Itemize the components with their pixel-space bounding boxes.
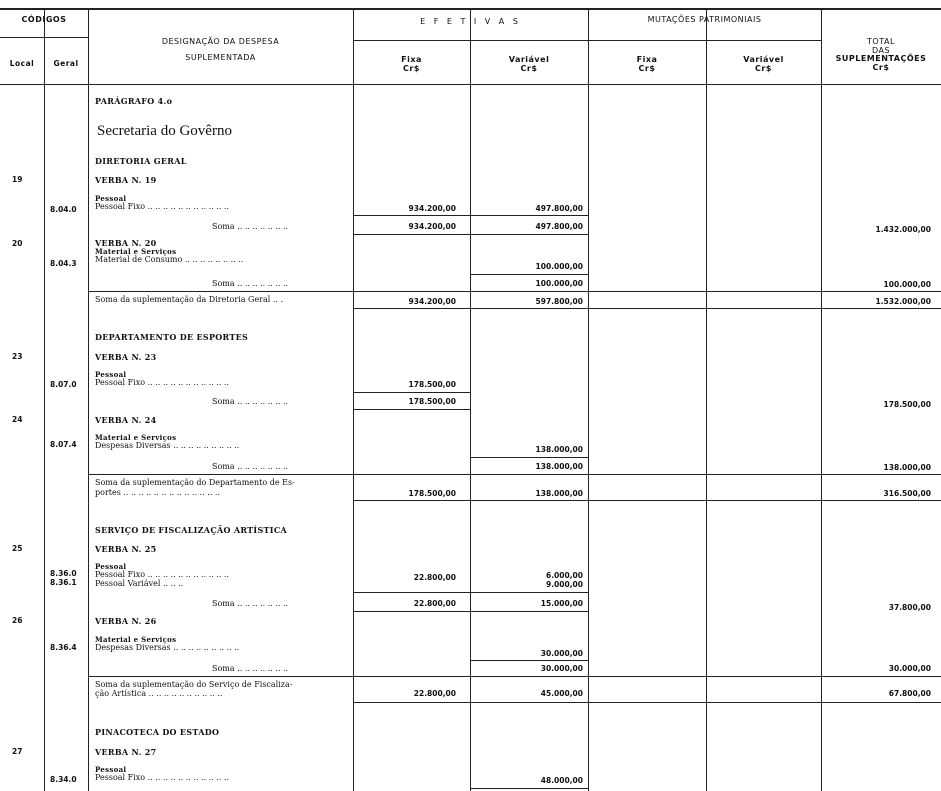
header-fixa: Fixa Cr$: [401, 55, 422, 73]
geral-code: 8.36.4: [50, 643, 77, 652]
verba-label: VERBA N. 19: [95, 175, 157, 185]
soma-label: Soma .. .. .. .. .. .. ..: [212, 599, 289, 608]
line-item: Pessoal Fixo .. .. .. .. .. .. .. .. .. .. ..: [95, 378, 230, 387]
sum-line: [353, 392, 470, 393]
secretaria-title: Secretaria do Govêrno: [97, 123, 232, 139]
header-total-2: DAS: [871, 46, 891, 55]
sum-line: [353, 234, 588, 235]
sum-line: [470, 660, 588, 661]
section-servico-fiscalizacao: SERVIÇO DE FISCALIZAÇÃO ARTÍSTICA: [95, 525, 288, 535]
value-fixa: 934.200,00: [408, 204, 456, 213]
verba-label: VERBA N. 27: [95, 747, 157, 757]
header-mutacoes: MUTAÇÕES PATRIMONIAIS: [647, 15, 762, 24]
value-fixa: 178.500,00: [408, 397, 456, 406]
geral-code: 8.34.0: [50, 775, 77, 784]
local-code: 24: [12, 415, 23, 424]
value-variavel: 30.000,00: [540, 664, 583, 673]
value-total: 30.000,00: [888, 664, 931, 673]
value-fixa: 934.200,00: [408, 222, 456, 231]
group-label: Material e Serviços: [95, 433, 177, 442]
verba-label: VERBA N. 25: [95, 544, 157, 554]
value-fixa: 22.800,00: [413, 689, 456, 698]
sum-line: [353, 500, 941, 501]
sum-line: [88, 474, 941, 475]
value-total: 316.500,00: [883, 489, 931, 498]
section-pinacoteca: PINACOTECA DO ESTADO: [95, 727, 220, 737]
group-label: Material e Serviços: [95, 635, 177, 644]
local-code: 26: [12, 616, 23, 625]
value-fixa: 22.800,00: [413, 573, 456, 582]
value-variavel: 100.000,00: [535, 279, 583, 288]
subtotal-label: Soma da suplementação do Departamento de Es-: [95, 478, 295, 487]
value-variavel: 138.000,00: [535, 445, 583, 454]
value-fixa: 22.800,00: [413, 599, 456, 608]
geral-code: 8.36.0: [50, 569, 77, 578]
subtotal-label: portes .. .. .. .. .. .. .. .. .. .. .. .. ..: [95, 488, 220, 497]
header-designacao-line2: SUPLEMENTADA: [185, 53, 256, 62]
verba-label: VERBA N. 20: [95, 238, 157, 248]
sum-line: [353, 611, 588, 612]
sum-line: [470, 788, 588, 789]
value-total: 100.000,00: [883, 280, 931, 289]
header-codigos-line: [0, 37, 88, 38]
value-total: 1.532.000,00: [875, 297, 931, 306]
value-fixa: 178.500,00: [408, 489, 456, 498]
value-variavel: 497.800,00: [535, 222, 583, 231]
sum-line: [88, 676, 941, 677]
line-item: Pessoal Variável .. .. ..: [95, 579, 184, 588]
sum-line: [470, 457, 588, 458]
geral-code: 8.04.3: [50, 259, 77, 268]
value-variavel: 9.000,00: [545, 580, 583, 589]
col-line-mut-fixa: [706, 8, 707, 791]
header-local: Local: [9, 59, 35, 68]
header-group-line: [353, 40, 821, 41]
line-item: Despesas Diversas .. .. .. .. .. .. .. .. ..: [95, 643, 240, 652]
soma-label: Soma .. .. .. .. .. .. ..: [212, 664, 289, 673]
value-fixa: 178.500,00: [408, 380, 456, 389]
header-mut-variavel: Variável Cr$: [743, 55, 784, 73]
header-efetivas: E F E T I V A S: [420, 17, 521, 26]
section-diretoria-geral: DIRETORIA GERAL: [95, 156, 187, 166]
verba-label: VERBA N. 23: [95, 352, 157, 362]
line-item: Material de Consumo .. .. .. .. .. .. .. ..: [95, 255, 244, 264]
verba-label: VERBA N. 24: [95, 415, 157, 425]
geral-code: 8.07.4: [50, 440, 77, 449]
value-variavel: 30.000,00: [540, 649, 583, 658]
local-code: 23: [12, 352, 23, 361]
header-bottom-line: [0, 84, 941, 85]
value-variavel: 48.000,00: [540, 776, 583, 785]
subtotal-label: ção Artística .. .. .. .. .. .. .. .. .. ..: [95, 689, 223, 698]
value-variavel: 138.000,00: [535, 462, 583, 471]
header-top-line: [0, 8, 941, 10]
value-variavel: 597.800,00: [535, 297, 583, 306]
geral-code: 8.04.0: [50, 205, 77, 214]
value-total: 37.800,00: [888, 603, 931, 612]
group-label: Pessoal: [95, 765, 127, 774]
header-mut-fixa: Fixa Cr$: [636, 55, 658, 73]
sum-line: [353, 702, 941, 703]
header-total-3: SUPLEMENTAÇÕES: [835, 54, 927, 63]
sum-line: [353, 308, 941, 309]
col-line-variavel: [588, 8, 589, 791]
col-line-local: [44, 8, 45, 791]
soma-label: Soma .. .. .. .. .. .. ..: [212, 279, 289, 288]
value-variavel: 45.000,00: [540, 689, 583, 698]
group-label: Material e Serviços: [95, 247, 177, 256]
value-variavel: 497.800,00: [535, 204, 583, 213]
section-departamento-esportes: DEPARTAMENTO DE ESPORTES: [95, 332, 249, 342]
line-item: Pessoal Fixo .. .. .. .. .. .. .. .. .. .. ..: [95, 202, 230, 211]
value-total: 1.432.000,00: [875, 225, 931, 234]
line-item: Pessoal Fixo .. .. .. .. .. .. .. .. .. .. ..: [95, 773, 230, 782]
line-item: Pessoal Fixo .. .. .. .. .. .. .. .. .. .. ..: [95, 570, 230, 579]
group-label: Pessoal: [95, 194, 127, 203]
value-variavel: 138.000,00: [535, 489, 583, 498]
local-code: 20: [12, 239, 23, 248]
subtotal-label: Soma da suplementação do Serviço de Fiscaliza-: [95, 680, 293, 689]
group-label: Pessoal: [95, 370, 127, 379]
local-code: 27: [12, 747, 23, 756]
value-variavel: 100.000,00: [535, 262, 583, 271]
group-label: Pessoal: [95, 562, 127, 571]
col-line-mut-var: [821, 8, 822, 791]
header-total-1: TOTAL: [867, 37, 895, 46]
paragrafo-heading: PARÁGRAFO 4.o: [95, 96, 173, 106]
sum-line: [88, 291, 941, 292]
soma-label: Soma .. .. .. .. .. .. ..: [212, 462, 289, 471]
value-total: 178.500,00: [883, 400, 931, 409]
header-geral: Geral: [53, 59, 79, 68]
header-codigos: CÓDIGOS: [21, 15, 67, 24]
soma-label: Soma .. .. .. .. .. .. ..: [212, 397, 289, 406]
sum-line: [353, 215, 588, 216]
sum-line: [470, 274, 588, 275]
value-variavel: 15.000,00: [540, 599, 583, 608]
local-code: 25: [12, 544, 23, 553]
header-variavel: Variável Cr$: [508, 55, 550, 73]
header-total-4: Cr$: [872, 63, 890, 72]
soma-label: Soma .. .. .. .. .. .. ..: [212, 222, 289, 231]
header-designacao-line1: DESIGNAÇÃO DA DESPESA: [161, 37, 280, 46]
sum-line: [353, 409, 470, 410]
line-item: Despesas Diversas .. .. .. .. .. .. .. .. ..: [95, 441, 240, 450]
local-code: 19: [12, 175, 23, 184]
value-fixa: 934.200,00: [408, 297, 456, 306]
value-total: 138.000,00: [883, 463, 931, 472]
col-line-fixa: [470, 8, 471, 791]
sum-line: [353, 592, 588, 593]
geral-code: 8.07.0: [50, 380, 77, 389]
verba-label: VERBA N. 26: [95, 616, 157, 626]
geral-code: 8.36.1: [50, 578, 77, 587]
value-total: 67.800,00: [888, 689, 931, 698]
value-variavel: 6.000,00: [545, 571, 583, 580]
subtotal-label: Soma da suplementação da Diretoria Geral .. .: [95, 295, 284, 304]
col-line-geral: [88, 8, 89, 791]
